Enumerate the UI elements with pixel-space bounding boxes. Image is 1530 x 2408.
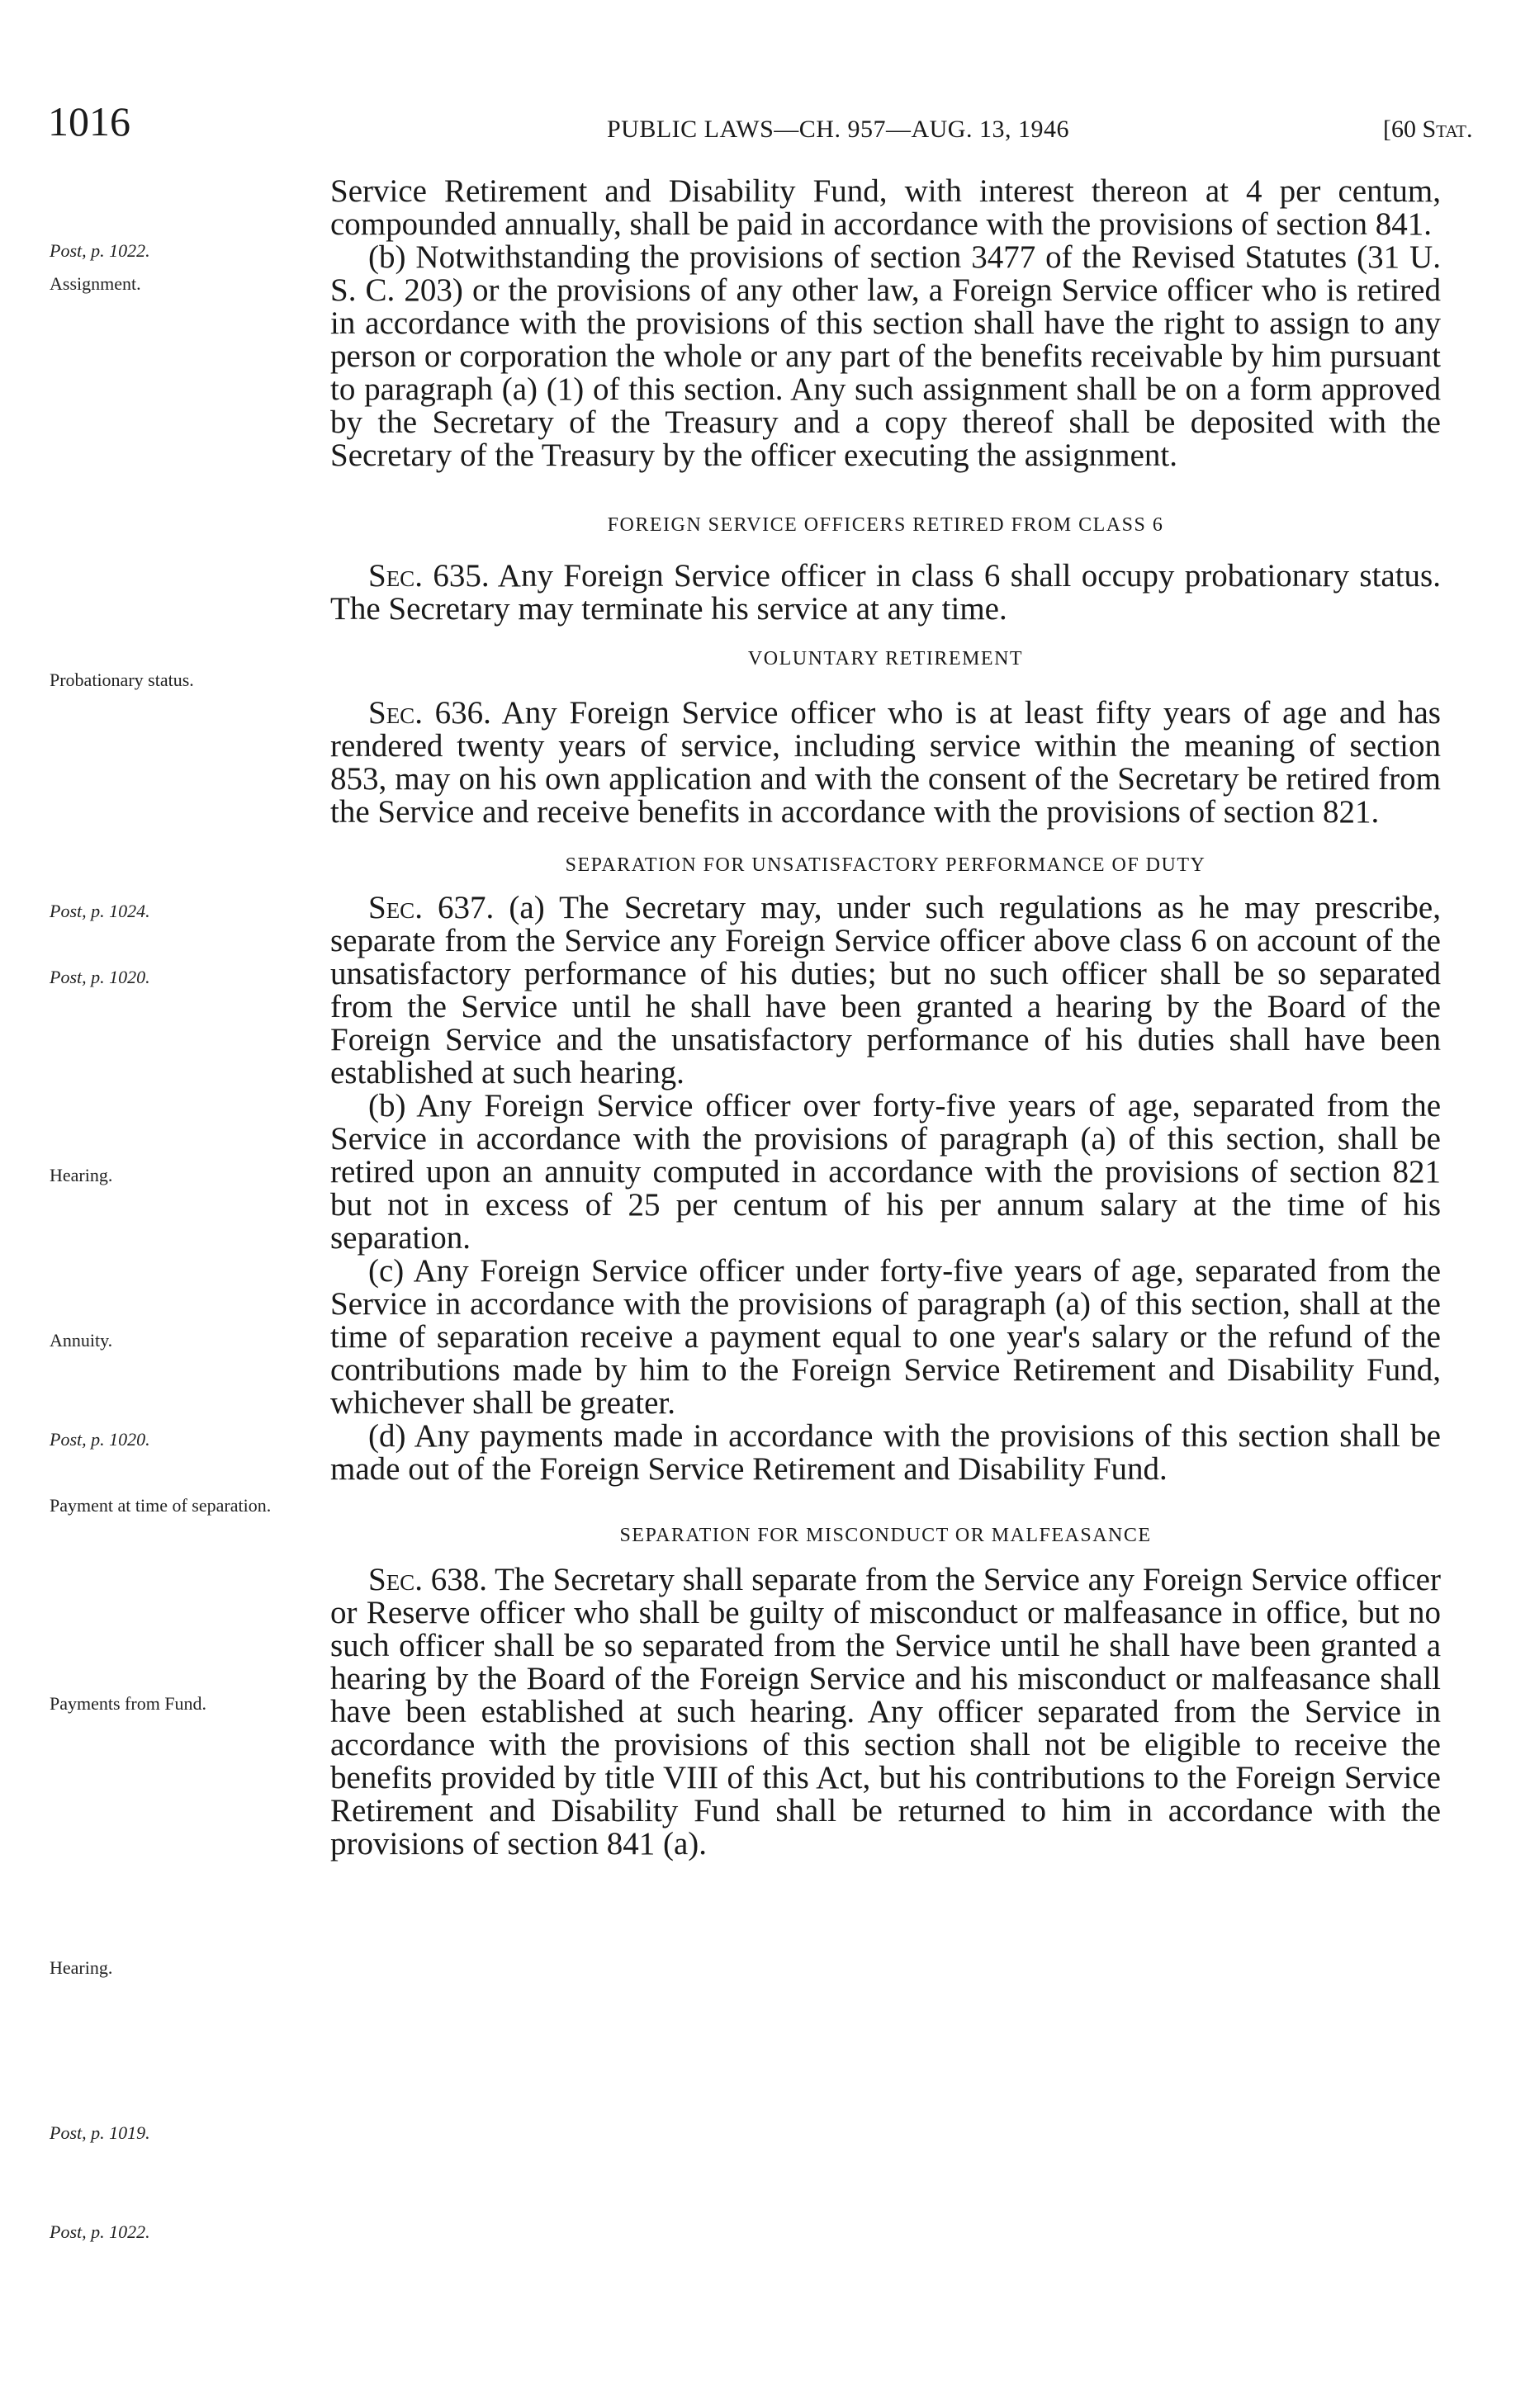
heading-section-637: SEPARATION FOR UNSATISFACTORY PERFORMANCE OF DUTY	[565, 854, 1206, 876]
heading-section-636: VOLUNTARY RETIREMENT	[747, 648, 1024, 669]
section-635	[330, 560, 1441, 626]
page-number: 1016	[48, 98, 130, 144]
margin-note-hearing: Hearing.	[50, 1165, 113, 1185]
section-635-label: Sec. 635.	[368, 558, 490, 594]
margin-note-post-1019: Post, p. 1019.	[50, 2122, 150, 2143]
paragraph-b-assignment: (b) Notwithstanding the provisions of section 3477 of the Revised Statutes (31 U. S. C. 203) or the provisions of any other law, a Foreign Service officer who is retired in accordance with the provisions of this section shall have the right to assign to any person or corporation the whole or any part of the benefits receivable by him pursuant to paragraph (a) (1) of this section. Any such assignment shall be on a form approved by the Secretary of the Treasury and a copy thereof shall be deposited with the Secretary of the Treasury by the officer executing the assignment.	[330, 239, 1441, 473]
section-637-a	[330, 892, 1441, 1090]
statute-reference: [60 Stat.	[1383, 116, 1473, 143]
margin-note-post-1020-b: Post, p. 1020.	[50, 1429, 150, 1450]
heading-section-635: FOREIGN SERVICE OFFICERS RETIRED FROM CLASS 6	[607, 514, 1164, 536]
section-636-text: Any Foreign Service officer who is at least fifty years of age and has rendered twenty years of service, including service within the meaning of section 853, may on his own application and with the consent of the Secretary be retired from the Service and receive benefits in accordance with the provisions of section 821.	[330, 695, 1441, 830]
margin-note-post-1024: Post, p. 1024.	[50, 901, 150, 921]
section-637-b: (b) Any Foreign Service officer over forty-five years of age, separated from the Service in accordance with the provisions of paragraph (a) of this section, shall be retired upon an annuity computed in accordance with the provisions of section 821 but not in excess of 25 per centum of his per annum salary at the time of his separation.	[330, 1088, 1441, 1256]
section-637-a-text: (a) The Secretary may, under such regulations as he may prescribe, separate from the Service any Foreign Service officer above class 6 on account of the unsatisfactory performance of his duties; but no such officer shall be so separated from the Service until he shall have been granted a hearing by the Board of the Foreign Service and the unsatisfactory performance of his duties shall have been established at such hearing.	[330, 890, 1441, 1090]
running-head: PUBLIC LAWS—CH. 957—AUG. 13, 1946	[607, 116, 1069, 143]
section-638-text: The Secretary shall separate from the Service any Foreign Service officer or Reserve officer who shall be guilty of misconduct or malfeasance in office, but no such officer shall be so separated from the Service until he shall have been granted a hearing by the Board of the Foreign Service and his misconduct or malfeasance shall have been established at such hearing. Any officer separated from the Service in accordance with the provisions of this section shall not be eligible to receive the benefits provided by title VIII of this Act, but his contributions to the Foreign Service Retirement and Disability Fund shall be returned to him in accordance with the provisions of section 841 (a).	[330, 1562, 1441, 1862]
statute-body	[330, 175, 1441, 1861]
margin-note-assignment: Assignment.	[50, 273, 141, 294]
margin-note-post-1022: Post, p. 1022.	[50, 240, 150, 261]
section-635-text: Any Foreign Service officer in class 6 shall occupy probationary status. The Secretary may terminate his service at any time.	[330, 558, 1441, 627]
section-638	[330, 1564, 1441, 1861]
section-636	[330, 697, 1441, 829]
page-header	[0, 0, 1530, 165]
margin-note-post-1020: Post, p. 1020.	[50, 967, 150, 987]
section-636-label: Sec. 636.	[368, 695, 491, 731]
margin-note-probationary-status: Probationary status.	[50, 669, 194, 690]
margin-note-annuity: Annuity.	[50, 1330, 113, 1351]
margin-note-post-1022-b: Post, p. 1022.	[50, 2221, 150, 2242]
section-637-d: (d) Any payments made in accordance with the provisions of this section shall be made out of the Foreign Service Retirement and Disability Fund.	[330, 1418, 1441, 1487]
section-637-label: Sec. 637.	[368, 890, 495, 925]
paragraph-fund-interest: Service Retirement and Disability Fund, with interest thereon at 4 per centum, compounded annually, shall be paid in accordance with the provisions of section 841.	[330, 173, 1441, 242]
margin-note-hearing-b: Hearing.	[50, 1957, 113, 1978]
section-637-c: (c) Any Foreign Service officer under forty-five years of age, separated from the Service in accordance with the provisions of paragraph (a) of this section, shall at the time of separation receive a payment equal to one year's salary or the refund of the contributions made by him to the Foreign Service Retirement and Disability Fund, whichever shall be greater.	[330, 1253, 1441, 1421]
margin-note-payments-from-fund: Payments from Fund.	[50, 1693, 207, 1714]
heading-section-638: SEPARATION FOR MISCONDUCT OR MALFEASANCE	[619, 1525, 1152, 1546]
margin-note-payment-at-separation: Payment at time of separation.	[50, 1495, 272, 1516]
section-638-label: Sec. 638.	[368, 1562, 488, 1597]
